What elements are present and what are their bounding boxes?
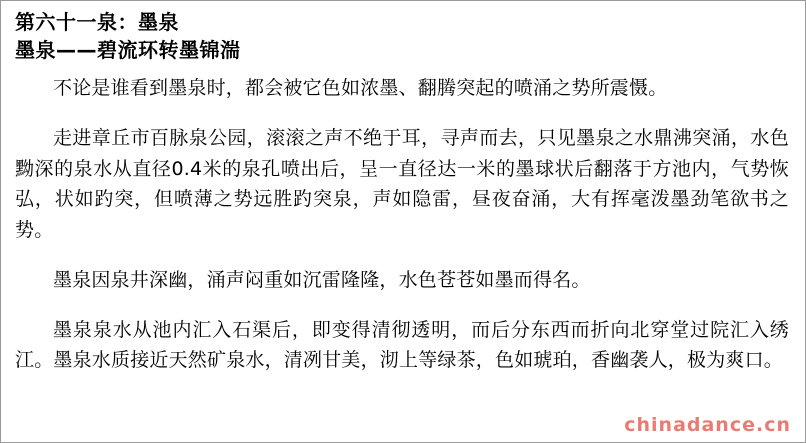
paragraph-1: 不论是谁看到墨泉时，都会被它色如浓墨、翻腾突起的喷涌之势所震慑。 <box>53 77 668 99</box>
paragraph-3: 墨泉因泉井深幽，涌声闷重如沉雷隆隆，水色苍苍如墨而得名。 <box>53 268 591 291</box>
watermark-text: chinadance.cn <box>624 414 791 436</box>
page-subtitle: 墨泉——碧流环转墨锦湍 <box>15 38 241 62</box>
paragraph-4: 墨泉泉水从池内汇入石渠后，即变得清彻透明，而后分东西而折向北穿堂过院汇入绣江。墨泉水质接近天然矿泉水，清冽甘美，沏上等绿茶，色如琥珀，香幽袭人，极为爽口。 <box>15 318 789 372</box>
document-content <box>1 1 805 376</box>
paragraph-2: 走进章丘市百脉泉公园，滚滚之声不绝于耳，寻声而去，只见墨泉之水鼎沸突涌，水色黝深的泉水从直径0.4米的泉孔喷出后，呈一直径达一米的墨球状后翻落于方池内，气势恢弘，状如趵突，但喷薄之势远胜趵突泉，声如隐雷，昼夜奋涌，大有挥毫泼墨劲笔欲书之势。 <box>15 126 789 242</box>
page-title: 第六十一泉：墨泉 <box>15 10 179 34</box>
